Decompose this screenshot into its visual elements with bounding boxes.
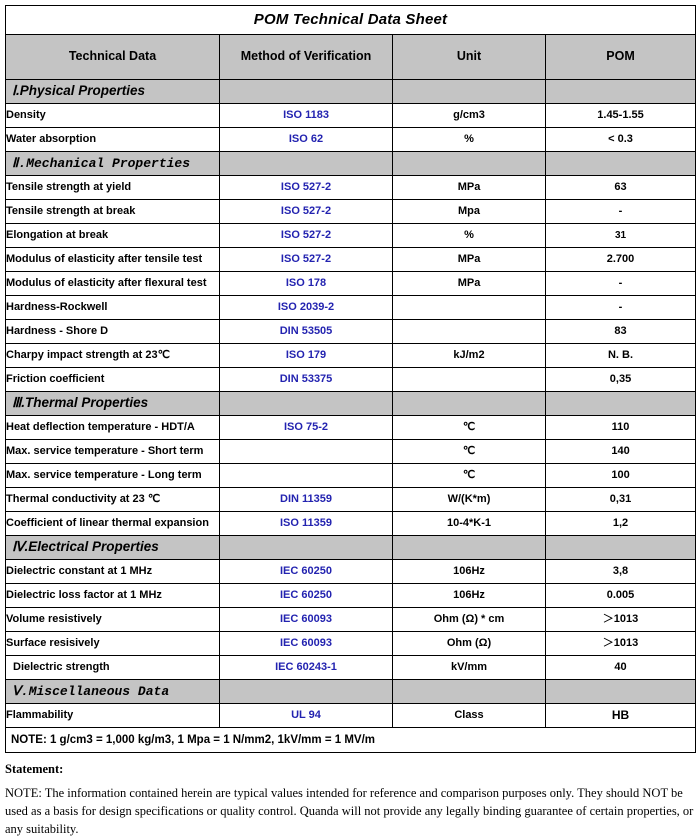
section-label-cell: [6, 80, 220, 104]
unit-cell: ℃: [393, 464, 546, 488]
property-name-cell: Coefficient of linear thermal expansion: [6, 512, 220, 536]
table-row: [6, 104, 696, 128]
value-cell: -: [546, 272, 696, 296]
table-row: [6, 560, 696, 584]
property-name-cell: Dielectric strength: [6, 656, 220, 680]
value-cell: 40: [546, 656, 696, 680]
note-row: [6, 728, 696, 753]
verification-method-cell[interactable]: IEC 60093: [220, 608, 393, 632]
sheet-title-cell: [6, 6, 696, 35]
value-cell: 2.700: [546, 248, 696, 272]
statement-block: [5, 762, 695, 838]
unit-cell: MPa: [393, 272, 546, 296]
value-cell: ＞1013: [546, 632, 696, 656]
value-cell: 31: [546, 224, 696, 248]
table-row: [6, 248, 696, 272]
page-title: POM Technical Data Sheet: [253, 10, 448, 28]
value-cell: HB: [546, 704, 696, 728]
value-cell: ＞1013: [546, 608, 696, 632]
section-header-row: [6, 392, 696, 416]
table-row: [6, 416, 696, 440]
table-row: [6, 128, 696, 152]
section-header-row: [6, 680, 696, 704]
statement-heading: Statement:: [5, 762, 64, 776]
value-cell: 110: [546, 416, 696, 440]
section-spacer-cell: [393, 680, 546, 704]
verification-method-cell[interactable]: IEC 60093: [220, 632, 393, 656]
value-cell: < 0.3: [546, 128, 696, 152]
property-name-cell: Volume resistively: [6, 608, 220, 632]
section-spacer-cell: [220, 536, 393, 560]
table-row: [6, 200, 696, 224]
value-cell: 0,31: [546, 488, 696, 512]
property-name-cell: Charpy impact strength at 23℃: [6, 344, 220, 368]
section-label-cell: [6, 536, 220, 560]
verification-method-cell[interactable]: ISO 2039-2: [220, 296, 393, 320]
verification-method-cell[interactable]: ISO 527-2: [220, 224, 393, 248]
table-row: [6, 296, 696, 320]
unit-cell: W/(K*m): [393, 488, 546, 512]
column-header-row: [6, 35, 696, 80]
table-row: [6, 656, 696, 680]
unit-cell: ℃: [393, 440, 546, 464]
unit-cell: g/cm3: [393, 104, 546, 128]
verification-method-cell[interactable]: UL 94: [220, 704, 393, 728]
statement-body: NOTE: The information contained herein are typical values intended for reference and comparison purposes only. They should NOT be used as a basis for design specifications or quality control. Quanda will not provide any legally binding guarantee of certain properties, or any suitability.: [5, 786, 694, 837]
section-spacer-cell: [220, 152, 393, 176]
value-cell: 0.005: [546, 584, 696, 608]
property-name-cell: Max. service temperature - Short term: [6, 440, 220, 464]
property-name-cell: Modulus of elasticity after flexural test: [6, 272, 220, 296]
section-spacer-cell: [546, 536, 696, 560]
unit-cell: MPa: [393, 176, 546, 200]
verification-method-cell[interactable]: ISO 11359: [220, 512, 393, 536]
verification-method-cell[interactable]: ISO 527-2: [220, 200, 393, 224]
technical-data-table: [5, 5, 696, 753]
property-name-cell: Water absorption: [6, 128, 220, 152]
property-name-cell: Tensile strength at break: [6, 200, 220, 224]
section-spacer-cell: [393, 152, 546, 176]
property-name-cell: Hardness - Shore D: [6, 320, 220, 344]
verification-method-cell[interactable]: ISO 179: [220, 344, 393, 368]
section-spacer-cell: [546, 392, 696, 416]
unit-cell: [393, 296, 546, 320]
table-row: [6, 464, 696, 488]
section-header-row: [6, 536, 696, 560]
unit-cell: kJ/m2: [393, 344, 546, 368]
table-row: [6, 632, 696, 656]
table-row: [6, 320, 696, 344]
table-row: [6, 584, 696, 608]
verification-method-cell[interactable]: ISO 527-2: [220, 176, 393, 200]
value-cell: 63: [546, 176, 696, 200]
unit-cell: %: [393, 128, 546, 152]
section-spacer-cell: [546, 680, 696, 704]
verification-method-cell[interactable]: DIN 11359: [220, 488, 393, 512]
value-cell: 3,8: [546, 560, 696, 584]
table-row: [6, 608, 696, 632]
section-spacer-cell: [393, 392, 546, 416]
table-row: [6, 344, 696, 368]
column-header-unit: Unit: [393, 35, 546, 80]
value-cell: 1,2: [546, 512, 696, 536]
verification-method-cell[interactable]: ISO 62: [220, 128, 393, 152]
unit-cell: 106Hz: [393, 584, 546, 608]
section-label: Ⅳ.Electrical Properties: [12, 539, 159, 555]
unit-cell: Ohm (Ω) * cm: [393, 608, 546, 632]
section-header-row: [6, 80, 696, 104]
verification-method-cell[interactable]: IEC 60243-1: [220, 656, 393, 680]
property-name-cell: Flammability: [6, 704, 220, 728]
section-label: Ⅴ.Miscellaneous Data: [12, 683, 170, 699]
value-cell: 83: [546, 320, 696, 344]
property-name-cell: Friction coefficient: [6, 368, 220, 392]
section-spacer-cell: [393, 536, 546, 560]
value-cell: -: [546, 200, 696, 224]
value-cell: N. B.: [546, 344, 696, 368]
unit-conversion-note: NOTE: 1 g/cm3 = 1,000 kg/m3, 1 Mpa = 1 N/mm2, 1kV/mm = 1 MV/m: [6, 728, 696, 753]
property-name-cell: Tensile strength at yield: [6, 176, 220, 200]
verification-method-cell[interactable]: IEC 60250: [220, 560, 393, 584]
value-cell: 140: [546, 440, 696, 464]
section-spacer-cell: [220, 680, 393, 704]
verification-method-cell[interactable]: [220, 464, 393, 488]
verification-method-cell[interactable]: ISO 527-2: [220, 248, 393, 272]
section-spacer-cell: [546, 152, 696, 176]
table-row: [6, 176, 696, 200]
verification-method-cell[interactable]: DIN 53375: [220, 368, 393, 392]
column-header-method: Method of Verification: [220, 35, 393, 80]
unit-cell: MPa: [393, 248, 546, 272]
section-spacer-cell: [220, 80, 393, 104]
unit-cell: kV/mm: [393, 656, 546, 680]
table-body: [6, 6, 696, 753]
section-spacer-cell: [393, 80, 546, 104]
unit-cell: [393, 320, 546, 344]
property-name-cell: Heat deflection temperature - HDT/A: [6, 416, 220, 440]
value-cell: 0,35: [546, 368, 696, 392]
table-row: [6, 440, 696, 464]
table-row: [6, 272, 696, 296]
verification-method-cell[interactable]: [220, 440, 393, 464]
property-name-cell: Modulus of elasticity after tensile test: [6, 248, 220, 272]
table-row: [6, 704, 696, 728]
property-name-cell: Max. service temperature - Long term: [6, 464, 220, 488]
unit-cell: Mpa: [393, 200, 546, 224]
section-label: Ⅲ.Thermal Properties: [12, 395, 149, 411]
verification-method-cell[interactable]: DIN 53505: [220, 320, 393, 344]
unit-cell: [393, 368, 546, 392]
unit-cell: Ohm (Ω): [393, 632, 546, 656]
section-spacer-cell: [220, 392, 393, 416]
section-header-row: [6, 152, 696, 176]
table-row: [6, 368, 696, 392]
unit-cell: %: [393, 224, 546, 248]
section-spacer-cell: [546, 80, 696, 104]
property-name-cell: Density: [6, 104, 220, 128]
value-cell: 100: [546, 464, 696, 488]
verification-method-cell[interactable]: ISO 75-2: [220, 416, 393, 440]
property-name-cell: Dielectric constant at 1 MHz: [6, 560, 220, 584]
unit-cell: 106Hz: [393, 560, 546, 584]
section-label-cell: [6, 392, 220, 416]
verification-method-cell[interactable]: ISO 178: [220, 272, 393, 296]
section-label: Ⅱ.Mechanical Properties: [12, 155, 191, 171]
table-row: [6, 512, 696, 536]
unit-cell: 10-4*K-1: [393, 512, 546, 536]
property-name-cell: Surface resisively: [6, 632, 220, 656]
section-label: Ⅰ.Physical Properties: [12, 83, 146, 99]
unit-cell: Class: [393, 704, 546, 728]
verification-method-cell[interactable]: ISO 1183: [220, 104, 393, 128]
verification-method-cell[interactable]: IEC 60250: [220, 584, 393, 608]
section-label-cell: [6, 152, 220, 176]
column-header-technical-data: Technical Data: [6, 35, 220, 80]
property-name-cell: Thermal conductivity at 23 ℃: [6, 488, 220, 512]
column-header-pom: POM: [546, 35, 696, 80]
title-row: [6, 6, 696, 35]
table-row: [6, 488, 696, 512]
table-row: [6, 224, 696, 248]
property-name-cell: Elongation at break: [6, 224, 220, 248]
value-cell: 1.45-1.55: [546, 104, 696, 128]
property-name-cell: Dielectric loss factor at 1 MHz: [6, 584, 220, 608]
section-label-cell: [6, 680, 220, 704]
property-name-cell: Hardness-Rockwell: [6, 296, 220, 320]
value-cell: -: [546, 296, 696, 320]
unit-cell: ℃: [393, 416, 546, 440]
